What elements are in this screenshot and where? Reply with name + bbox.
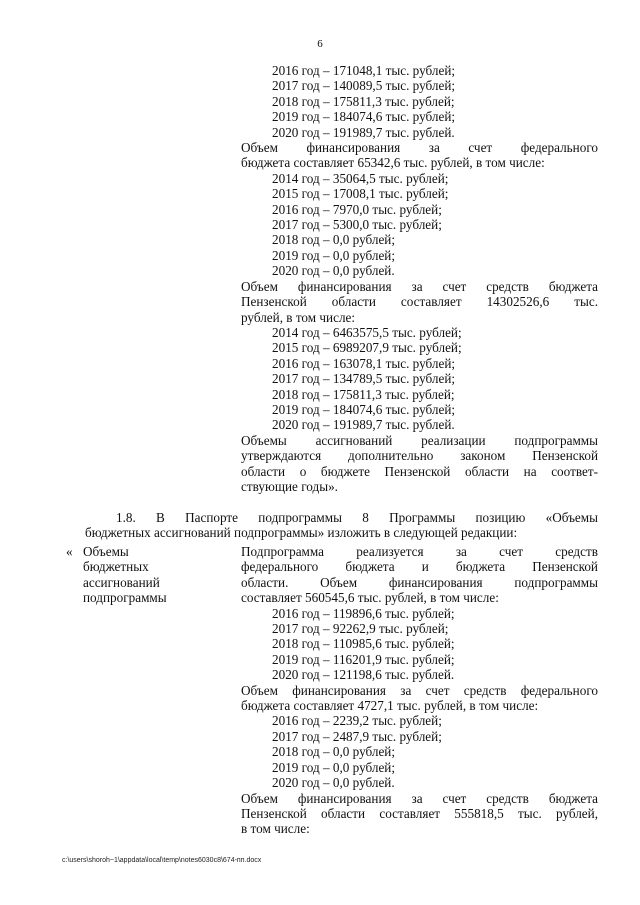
intro-line: федерального бюджета и бюджета Пензенской <box>241 559 598 575</box>
opening-quote-mark: « <box>66 544 73 559</box>
year-line: 2017 год – 134789,5 тыс. рублей; <box>272 371 456 387</box>
year-line: 2016 год – 2239,2 тыс. рублей; <box>272 713 442 729</box>
federal-intro-line: бюджета составляет 65342,6 тыс. рублей, в том числе: <box>241 155 545 171</box>
regional-intro-line: Пензенской области составляет 555818,5 тыс. рублей, <box>241 805 598 821</box>
regional-intro-line: Объем финансирования за счет средств бюджета <box>241 278 598 294</box>
regional-intro-line: в том числе: <box>241 821 310 837</box>
file-path-footer: c:\users\shoroh~1\appdata\local\temp\notes6030c8\674-пп.docx <box>62 857 262 864</box>
year-line: 2020 год – 0,0 рублей. <box>272 263 395 279</box>
year-line: 2018 год – 110985,6 тыс. рублей; <box>272 636 455 652</box>
year-line: 2014 год – 6463575,5 тыс. рублей; <box>272 324 462 340</box>
regional-intro-line: Пензенской области составляет 14302526,6 тыс. <box>241 294 598 310</box>
year-line: 2019 год – 184074,6 тыс. рублей; <box>272 401 456 417</box>
intro-line: области. Объем финансирования подпрограммы <box>241 574 598 590</box>
year-line: 2016 год – 119896,6 тыс. рублей; <box>272 605 455 621</box>
year-line: 2016 год – 171048,1 тыс. рублей; <box>272 63 456 78</box>
label-line: Объемы <box>83 544 129 559</box>
year-line: 2020 год – 191989,7 тыс. рублей. <box>272 124 455 140</box>
label-line: ассигнований <box>83 574 160 590</box>
year-line: 2019 год – 0,0 рублей; <box>272 247 396 263</box>
year-line: 2020 год – 121198,6 тыс. рублей. <box>272 667 455 683</box>
year-line: 2015 год – 17008,1 тыс. рублей; <box>272 186 449 202</box>
year-line: 2017 год – 5300,0 тыс. рублей; <box>272 217 442 233</box>
top-financing-block <box>241 63 598 494</box>
closing-line: области о бюджете Пензенской области на соответ- <box>241 463 598 479</box>
label-line: бюджетных <box>83 559 149 575</box>
intro-line: составляет 560545,6 тыс. рублей, в том числе: <box>241 590 499 606</box>
year-line: 2015 год – 6989207,9 тыс. рублей; <box>272 340 462 356</box>
year-line: 2017 год – 140089,5 тыс. рублей; <box>272 78 456 94</box>
closing-line: утверждаются дополнительно законом Пензенской <box>241 448 598 464</box>
year-line: 2017 год – 2487,9 тыс. рублей; <box>272 728 442 744</box>
paragraph-1-8 <box>85 510 598 541</box>
year-line: 2018 год – 0,0 рублей; <box>272 744 396 760</box>
year-line: 2018 год – 0,0 рублей; <box>272 232 396 248</box>
label-line: подпрограммы <box>83 590 167 606</box>
federal-intro-line: бюджета составляет 4727,1 тыс. рублей, в том числе: <box>241 698 539 714</box>
paragraph-line: бюджетных ассигнований подпрограммы» изложить в следующей редакции: <box>85 525 518 541</box>
year-line: 2016 год – 7970,0 тыс. рублей; <box>272 201 442 217</box>
position-content-column <box>241 544 598 837</box>
regional-intro-line: рублей, в том числе: <box>241 309 356 325</box>
page-number: 6 <box>317 38 323 50</box>
federal-intro-line: Объем финансирования за счет средств федерального <box>241 682 598 698</box>
year-line: 2017 год – 92262,9 тыс. рублей; <box>272 621 449 637</box>
year-line: 2016 год – 163078,1 тыс. рублей; <box>272 355 456 371</box>
year-line: 2020 год – 0,0 рублей. <box>272 775 395 791</box>
year-line: 2014 год – 35064,5 тыс. рублей; <box>272 170 449 186</box>
federal-intro-line: Объем финансирования за счет федерального <box>241 140 598 156</box>
year-line: 2019 год – 184074,6 тыс. рублей; <box>272 109 456 125</box>
paragraph-line: 1.8. В Паспорте подпрограммы 8 Программы позицию «Объемы <box>116 510 598 525</box>
year-line: 2018 год – 175811,3 тыс. рублей; <box>272 386 455 402</box>
closing-line: ствующие годы». <box>241 478 338 494</box>
year-line: 2018 год – 175811,3 тыс. рублей; <box>272 93 455 109</box>
position-label-column <box>66 544 216 606</box>
regional-intro-line: Объем финансирования за счет средств бюджета <box>241 790 598 806</box>
year-line: 2020 год – 191989,7 тыс. рублей. <box>272 417 455 433</box>
closing-line: Объемы ассигнований реализации подпрограммы <box>241 432 598 448</box>
intro-line: Подпрограмма реализуется за счет средств <box>241 544 598 559</box>
year-line: 2019 год – 116201,9 тыс. рублей; <box>272 651 455 667</box>
year-line: 2019 год – 0,0 рублей; <box>272 759 396 775</box>
